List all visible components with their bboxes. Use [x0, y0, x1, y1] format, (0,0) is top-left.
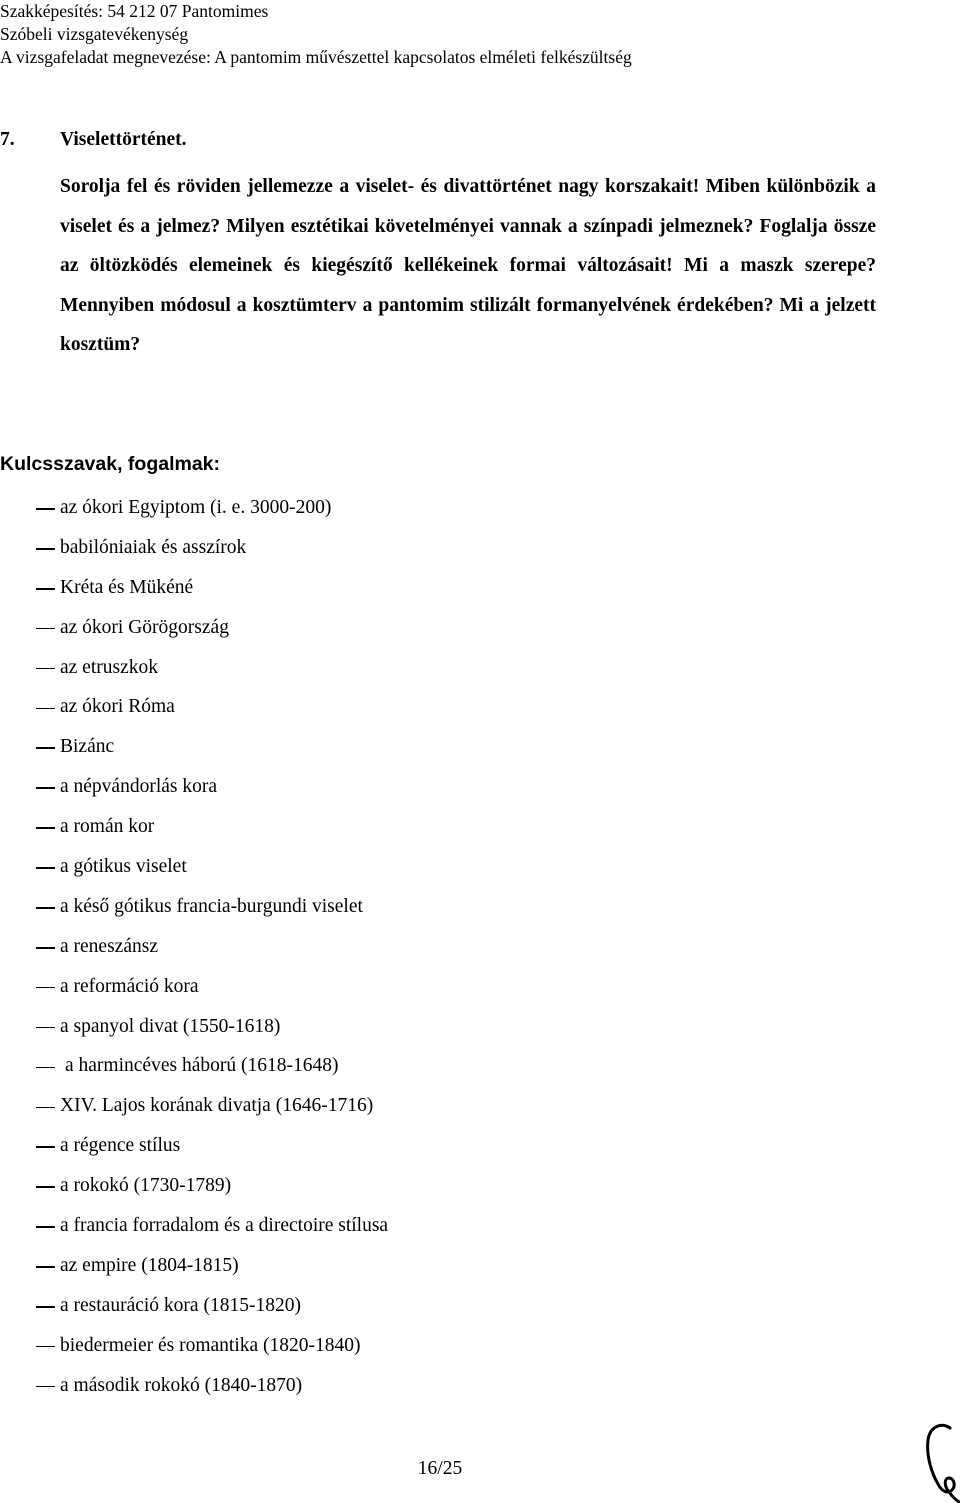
dash-bullet-icon [36, 907, 55, 909]
list-item: a népvándorlás kora [0, 767, 388, 807]
page-number: 16/25 [417, 1458, 463, 1479]
question-block [0, 128, 880, 365]
question-heading [0, 128, 880, 152]
question-number: 7. [0, 129, 15, 150]
dash-bullet-icon [36, 708, 55, 710]
list-item: a késő gótikus francia-burgundi viselet [0, 887, 388, 927]
list-item: biedermeier és romantika (1820-1840) [0, 1326, 388, 1366]
dash-bullet-icon [36, 508, 55, 510]
question-title: Viselettörténet. [60, 129, 187, 150]
question-body: Sorolja fel és röviden jellemezze a viselet- és divattörténet nagy korszakait! Miben különbözik a viselet és a jelmez? Milyen esztétikai követelményei vannak a színpadi jelmeznek? Foglalja össze az öltözködés elemeinek és kiegészítő kellékeinek formai változásait! Mi a maszk szerepe? Mennyiben módosul a kosztümterv a pantomim stilizált formanyelvének érdekében? Mi a jelzett kosztüm? [60, 176, 876, 356]
dash-bullet-icon [36, 1146, 55, 1148]
dash-bullet-icon [36, 787, 55, 789]
signature-mark [916, 1420, 960, 1503]
list-item: Kréta és Mükéné [0, 568, 388, 608]
list-item: a restauráció kora (1815-1820) [0, 1286, 388, 1326]
list-item: az ókori Görögország [0, 608, 388, 648]
keywords-heading: Kulcsszavak, fogalmak: [0, 453, 221, 475]
list-item: az etruszkok [0, 648, 388, 688]
dash-bullet-icon [36, 1266, 55, 1268]
dash-bullet-icon [36, 1067, 55, 1069]
dash-bullet-icon [36, 588, 55, 590]
dash-bullet-icon [36, 548, 55, 550]
list-item: Bizánc [0, 727, 388, 767]
list-item: babilóniaiak és asszírok [0, 528, 388, 568]
page-header [0, 0, 960, 69]
dash-bullet-icon [36, 1346, 55, 1348]
dash-bullet-icon [36, 1027, 55, 1029]
task-name-line: A vizsgafeladat megnevezése: A pantomim művészettel kapcsolatos elméleti felkészültség [0, 47, 632, 67]
dash-bullet-icon [36, 1226, 55, 1228]
list-item: a román kor [0, 807, 388, 847]
dash-bullet-icon [36, 1107, 55, 1109]
dash-bullet-icon [36, 987, 55, 989]
list-item: az ókori Róma [0, 687, 388, 727]
list-item: a francia forradalom és a directoire stílusa [0, 1206, 388, 1246]
dash-bullet-icon [36, 1186, 55, 1188]
dash-bullet-icon [36, 1386, 55, 1388]
list-item: XIV. Lajos korának divatja (1646-1716) [0, 1086, 388, 1126]
list-item: a reneszánsz [0, 927, 388, 967]
exam-type-line: Szóbeli vizsgatevékenység [0, 24, 189, 44]
keywords-list [0, 488, 388, 1405]
list-item: a második rokokó (1840-1870) [0, 1366, 388, 1406]
list-item: a régence stílus [0, 1126, 388, 1166]
dash-bullet-icon [36, 947, 55, 949]
list-item: a reformáció kora [0, 967, 388, 1007]
list-item: a spanyol divat (1550-1618) [0, 1007, 388, 1047]
qualification-line: Szakképesítés: 54 212 07 Pantomimes [0, 1, 269, 21]
list-item: a harmincéves háború (1618-1648) [0, 1046, 388, 1086]
list-item: a rokokó (1730-1789) [0, 1166, 388, 1206]
dash-bullet-icon [36, 668, 55, 670]
dash-bullet-icon [36, 1306, 55, 1308]
dash-bullet-icon [36, 747, 55, 749]
list-item: a gótikus viselet [0, 847, 388, 887]
dash-bullet-icon [36, 827, 55, 829]
list-item: az ókori Egyiptom (i. e. 3000-200) [0, 488, 388, 528]
dash-bullet-icon [36, 628, 55, 630]
list-item: az empire (1804-1815) [0, 1246, 388, 1286]
dash-bullet-icon [36, 867, 55, 869]
